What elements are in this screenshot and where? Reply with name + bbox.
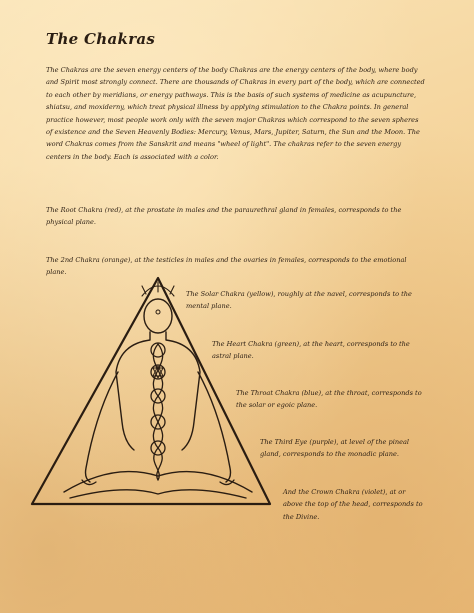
chakra-star (153, 366, 163, 378)
throat-chakra-note: The Throat Chakra (blue), at the throat, corresponds to the solar or egoic plane. (236, 389, 422, 410)
figure-head (144, 299, 172, 333)
third-eye-note: The Third Eye (purple), at level of the pineal gland, corresponds to the monadic plane. (260, 438, 410, 459)
triangle-outline (32, 278, 270, 504)
figure-torso (116, 332, 200, 450)
second-chakra-paragraph: The 2nd Chakra (orange), at the testicles in males and the ovaries in females, corresponds to the emotional plane. (46, 256, 407, 277)
figure-hands (82, 480, 234, 485)
crown-chakra-note: And the Crown Chakra (violet), at or above the top of the head, corresponds to the Divine. (283, 488, 423, 521)
heart-chakra-note: The Heart Chakra (green), at the heart, corresponds to the astral plane. (212, 340, 410, 361)
chakra-wheel-heart (151, 365, 165, 379)
chakra-wheel-throat (151, 343, 165, 357)
third-eye-dot (156, 310, 160, 314)
intro-paragraph: The Chakras are the seven energy centers of the body Chakras are the energy centers of the body, where body and Spirit most strongly connect. There are thousands of Chakras in every part of the body, which are connected to each other by meridians, or energy pathways. This is the basis of such systems of medicine as acupuncture, shiatsu, and moxiderny, which treat physical illness by applying stimulation to the Chakra points. In general practice however, most people work only with the seven major Chakras which correspond to the seven spheres of existence and the Seven Heavenly Bodies: Mercury, Venus, Mars, Jupiter, Saturn, the Sun and the Moon. The word Chakras comes from the Sanskrit and means "wheel of light". The chakras refer to the seven energy centers in the body. Each is associated with a color. (46, 66, 425, 161)
solar-chakra-note: The Solar Chakra (yellow), roughly at the navel, corresponds to the mental plane. (186, 290, 412, 311)
root-chakra-paragraph: The Root Chakra (red), at the prostate in males and the paraurethral gland in females, corresponds to the physical plane. (46, 206, 402, 227)
chakra-meditation-figure (24, 272, 284, 512)
page-title: The Chakras (46, 30, 156, 48)
crown-rays (142, 282, 174, 296)
